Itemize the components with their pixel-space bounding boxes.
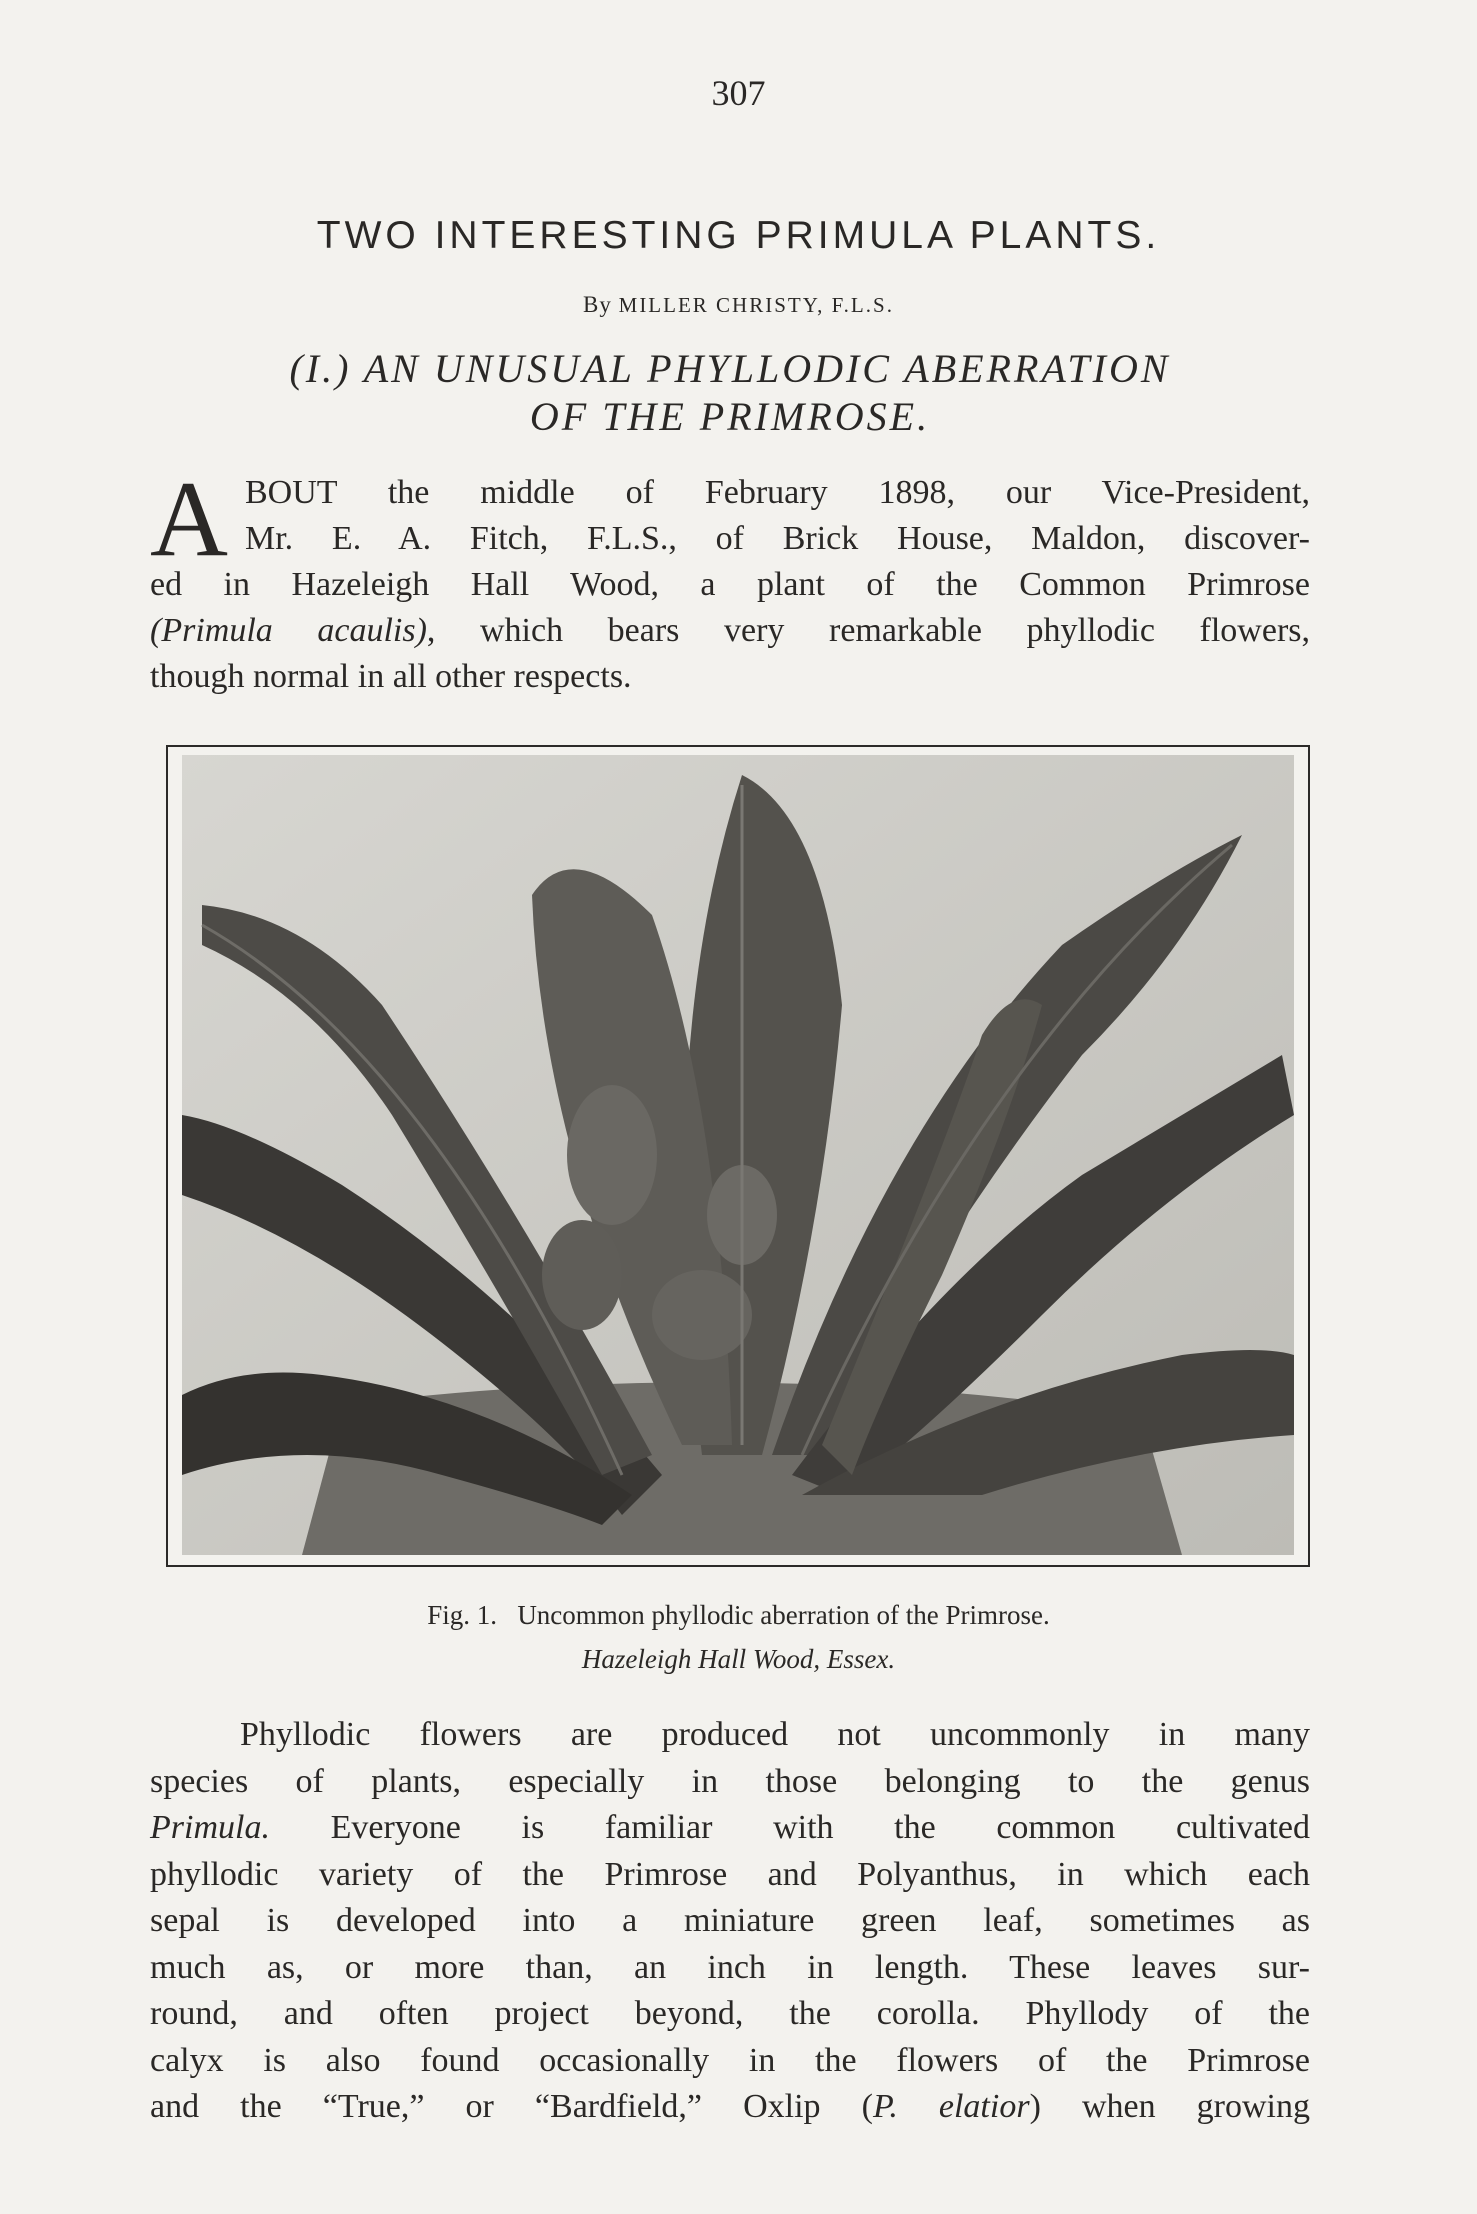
body-line-9 bbox=[150, 2084, 1310, 2131]
byline bbox=[0, 292, 1477, 318]
body-line-3-rest: Everyone is familiar with the common cultivated bbox=[330, 1809, 1310, 1846]
intro-paragraph bbox=[150, 460, 1310, 700]
body-line-5: sepal is developed into a miniature green leaf, sometimes as bbox=[150, 1902, 1310, 1939]
intro-line-2: Mr. E. A. Fitch, F.L.S., of Brick House, Maldon, discover- bbox=[245, 520, 1310, 557]
intro-line-4 bbox=[150, 608, 1310, 654]
primrose-photograph bbox=[182, 755, 1294, 1555]
intro-line-3: ed in Hazeleigh Hall Wood, a plant of the Common Primrose bbox=[150, 566, 1310, 603]
body-line-8: calyx is also found occasionally in the flowers of the Primrose bbox=[150, 2041, 1310, 2079]
section-number: (I.) bbox=[289, 346, 352, 391]
figure-frame bbox=[166, 745, 1310, 1567]
species-name: (Primula acaulis) bbox=[150, 612, 427, 649]
body-line-4: phyllodic variety of the Primrose and Polyanthus, in which each bbox=[150, 1855, 1310, 1893]
oxlip-species: P. elatior bbox=[872, 2088, 1030, 2125]
figure-caption-text: Uncommon phyllodic aberration of the Primrose. bbox=[517, 1600, 1050, 1630]
byline-author: MILLER CHRISTY, F.L.S. bbox=[618, 293, 894, 317]
body-line-9-a: and the “True,” or “Bardfield,” Oxlip ( bbox=[150, 2088, 873, 2125]
figure-label: Fig. 1. bbox=[427, 1600, 498, 1630]
subtitle-line-2: OF THE PRIMROSE. bbox=[529, 394, 931, 439]
intro-line-5: though normal in all other respects. bbox=[150, 658, 632, 695]
article-title: TWO INTERESTING PRIMULA PLANTS. bbox=[316, 214, 1161, 257]
genus-name: Primula. bbox=[150, 1809, 270, 1846]
figure-location: Hazeleigh Hall Wood, Essex. bbox=[581, 1644, 896, 1674]
intro-line-4-rest: , which bears very remarkable phyllodic flowers, bbox=[426, 612, 1310, 649]
page-number: 307 bbox=[711, 73, 766, 113]
drop-cap: A bbox=[150, 460, 228, 579]
body-paragraph bbox=[150, 1712, 1310, 2131]
section-subtitle bbox=[150, 345, 1310, 441]
body-line-2: species of plants, especially in those belonging to the genus bbox=[150, 1762, 1310, 1800]
body-line-3 bbox=[150, 1805, 1310, 1852]
body-line-9-b: ) when growing bbox=[1029, 2088, 1311, 2125]
figure-caption bbox=[0, 1600, 1477, 1631]
byline-prefix: By bbox=[583, 292, 619, 317]
body-line-7: round, and often project beyond, the corolla. Phyllody of the bbox=[150, 1995, 1310, 2032]
subtitle-line-1: AN UNUSUAL PHYLLODIC ABERRATION bbox=[363, 346, 1171, 391]
intro-line-1: BOUT the middle of February 1898, our Vice-President, bbox=[245, 474, 1310, 511]
body-line-1: Phyllodic flowers are produced not uncommonly in many bbox=[240, 1716, 1310, 1753]
body-line-6: much as, or more than, an inch in length. These leaves sur- bbox=[150, 1948, 1310, 1986]
